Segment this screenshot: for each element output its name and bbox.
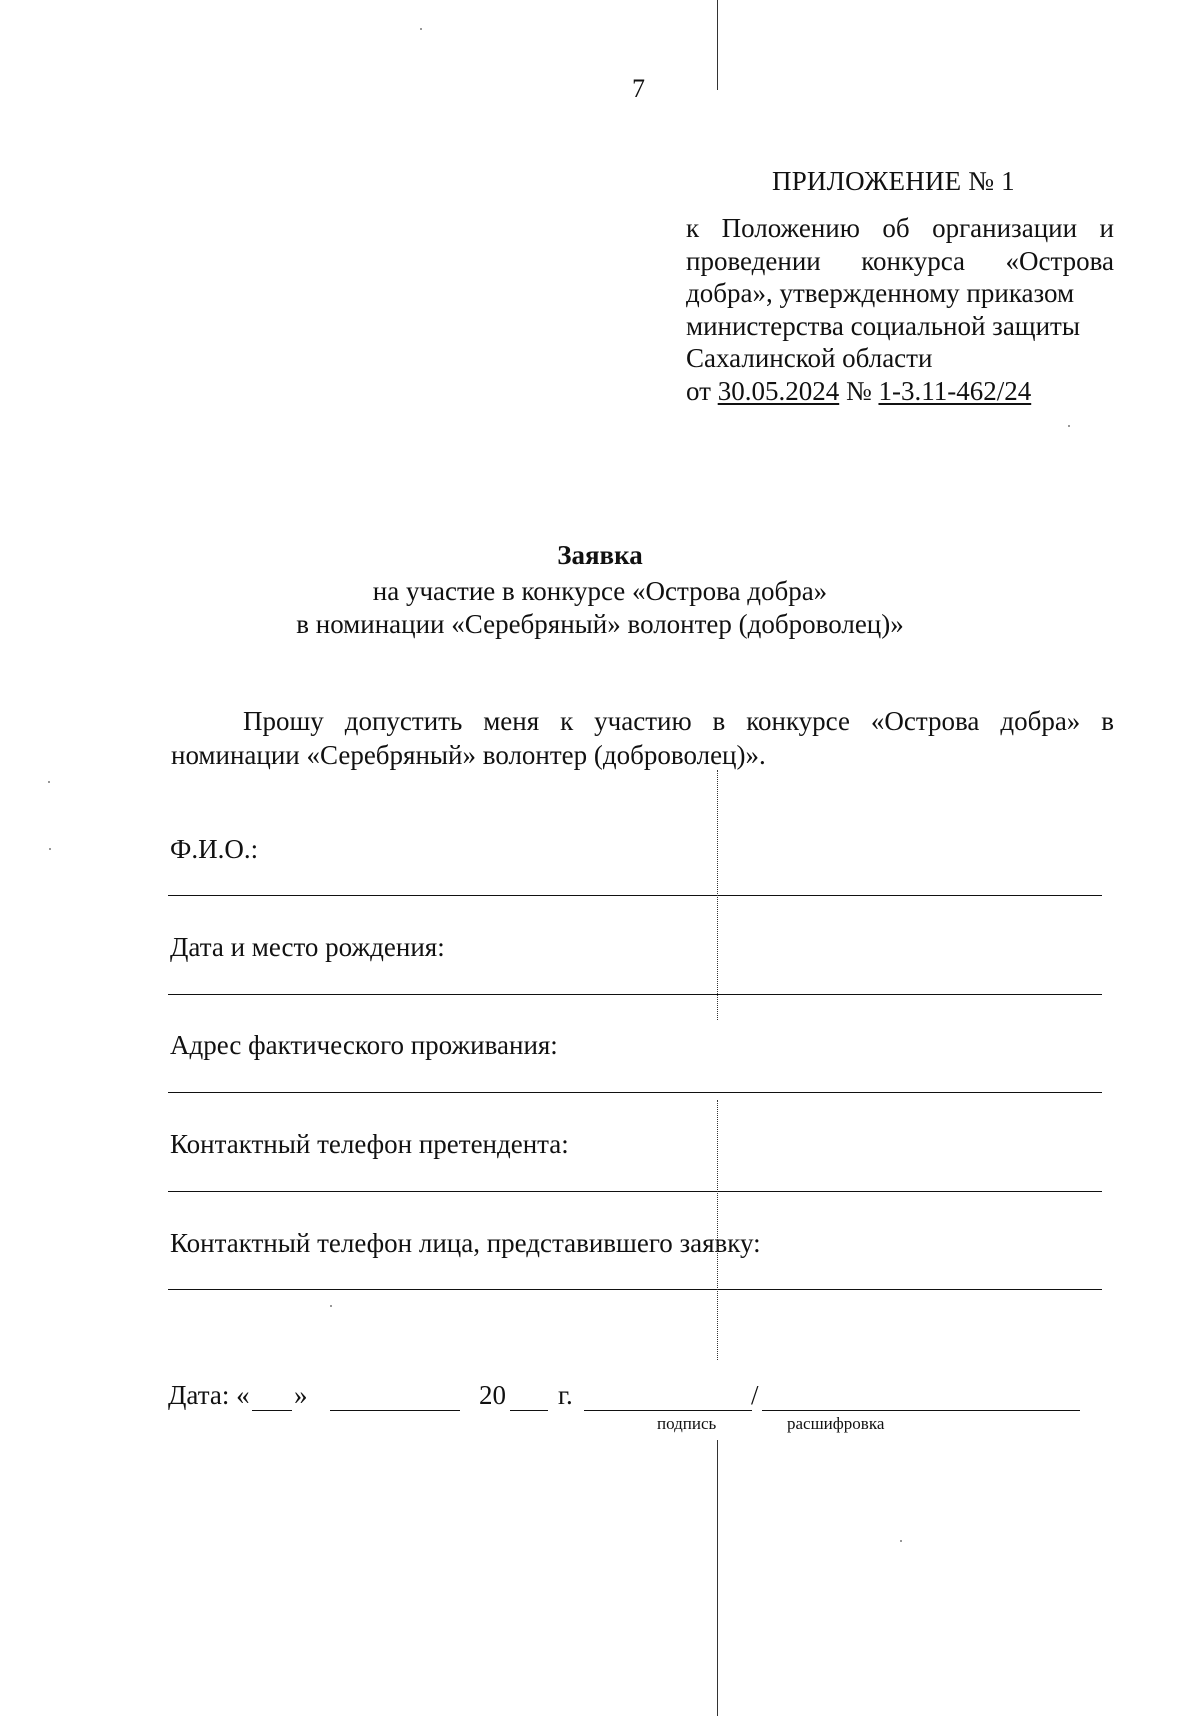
request-line: Прошу допустить меня к участию в конкурсе «Острова добра» в	[243, 706, 1114, 736]
fio-field[interactable]	[168, 895, 1102, 896]
appendix-reference	[686, 212, 1114, 407]
appendix-line: к Положению об организации и	[686, 213, 1114, 243]
scan-speck	[900, 1540, 902, 1542]
applicant-phone-field[interactable]	[168, 1191, 1102, 1192]
order-number-sign: №	[839, 375, 879, 406]
signature-caption: подпись	[657, 1414, 717, 1433]
submitter-phone-label: Контактный телефон лица, представившего заявку:	[170, 1228, 761, 1258]
request-line: номинации «Серебряный» волонтер (доброволец)».	[171, 740, 766, 770]
address-field[interactable]	[168, 1092, 1102, 1093]
birth-date-place-label: Дата и место рождения:	[170, 932, 445, 962]
scan-speck	[49, 848, 51, 850]
scan-speck	[1068, 425, 1070, 427]
year-field[interactable]	[510, 1380, 548, 1411]
appendix-line: добра», утвержденному приказом	[686, 278, 1075, 308]
address-label: Адрес фактического проживания:	[170, 1030, 558, 1060]
year-suffix: г.	[558, 1380, 573, 1410]
birth-date-place-field[interactable]	[168, 994, 1102, 995]
scan-fold-mark	[717, 0, 718, 90]
submitter-phone-field[interactable]	[168, 1289, 1102, 1290]
form-subtitle: на участие в конкурсе «Острова добра»	[372, 576, 828, 606]
scan-fold-mark	[717, 770, 718, 1020]
month-field[interactable]	[330, 1380, 460, 1411]
day-quote-close: »	[294, 1380, 308, 1410]
request-paragraph	[171, 704, 1114, 772]
appendix-line: Сахалинской области	[686, 343, 933, 373]
signature-decoding-field[interactable]	[762, 1380, 1080, 1411]
form-subtitle: в номинации «Серебряный» волонтер (доброволец)»	[296, 609, 904, 639]
form-title: Заявка	[557, 540, 643, 570]
appendix-line: проведении конкурса «Острова	[686, 245, 1114, 276]
page-number: 7	[632, 74, 645, 103]
day-field[interactable]	[252, 1380, 292, 1411]
signature-field[interactable]	[584, 1380, 752, 1411]
appendix-order-line	[686, 375, 1114, 408]
applicant-phone-label: Контактный телефон претендента:	[170, 1129, 569, 1159]
signature-slash: /	[751, 1380, 759, 1410]
scan-speck	[420, 28, 422, 30]
date-label: Дата: «	[168, 1380, 250, 1410]
order-number: 1-3.11-462/24	[878, 375, 1032, 406]
decoding-caption: расшифровка	[787, 1414, 885, 1433]
order-date-prefix: от	[686, 375, 718, 406]
scan-speck	[48, 781, 50, 783]
signature-row	[168, 1380, 1088, 1433]
order-date: 30.05.2024	[717, 375, 840, 406]
fio-label: Ф.И.О.:	[170, 834, 259, 864]
appendix-title: ПРИЛОЖЕНИЕ № 1	[772, 166, 1015, 196]
scan-speck	[330, 1305, 332, 1307]
scan-fold-mark	[717, 1100, 718, 1360]
year-prefix: 20	[479, 1380, 506, 1410]
scan-fold-mark	[717, 1440, 718, 1716]
appendix-line: министерства социальной защиты	[686, 310, 1080, 341]
